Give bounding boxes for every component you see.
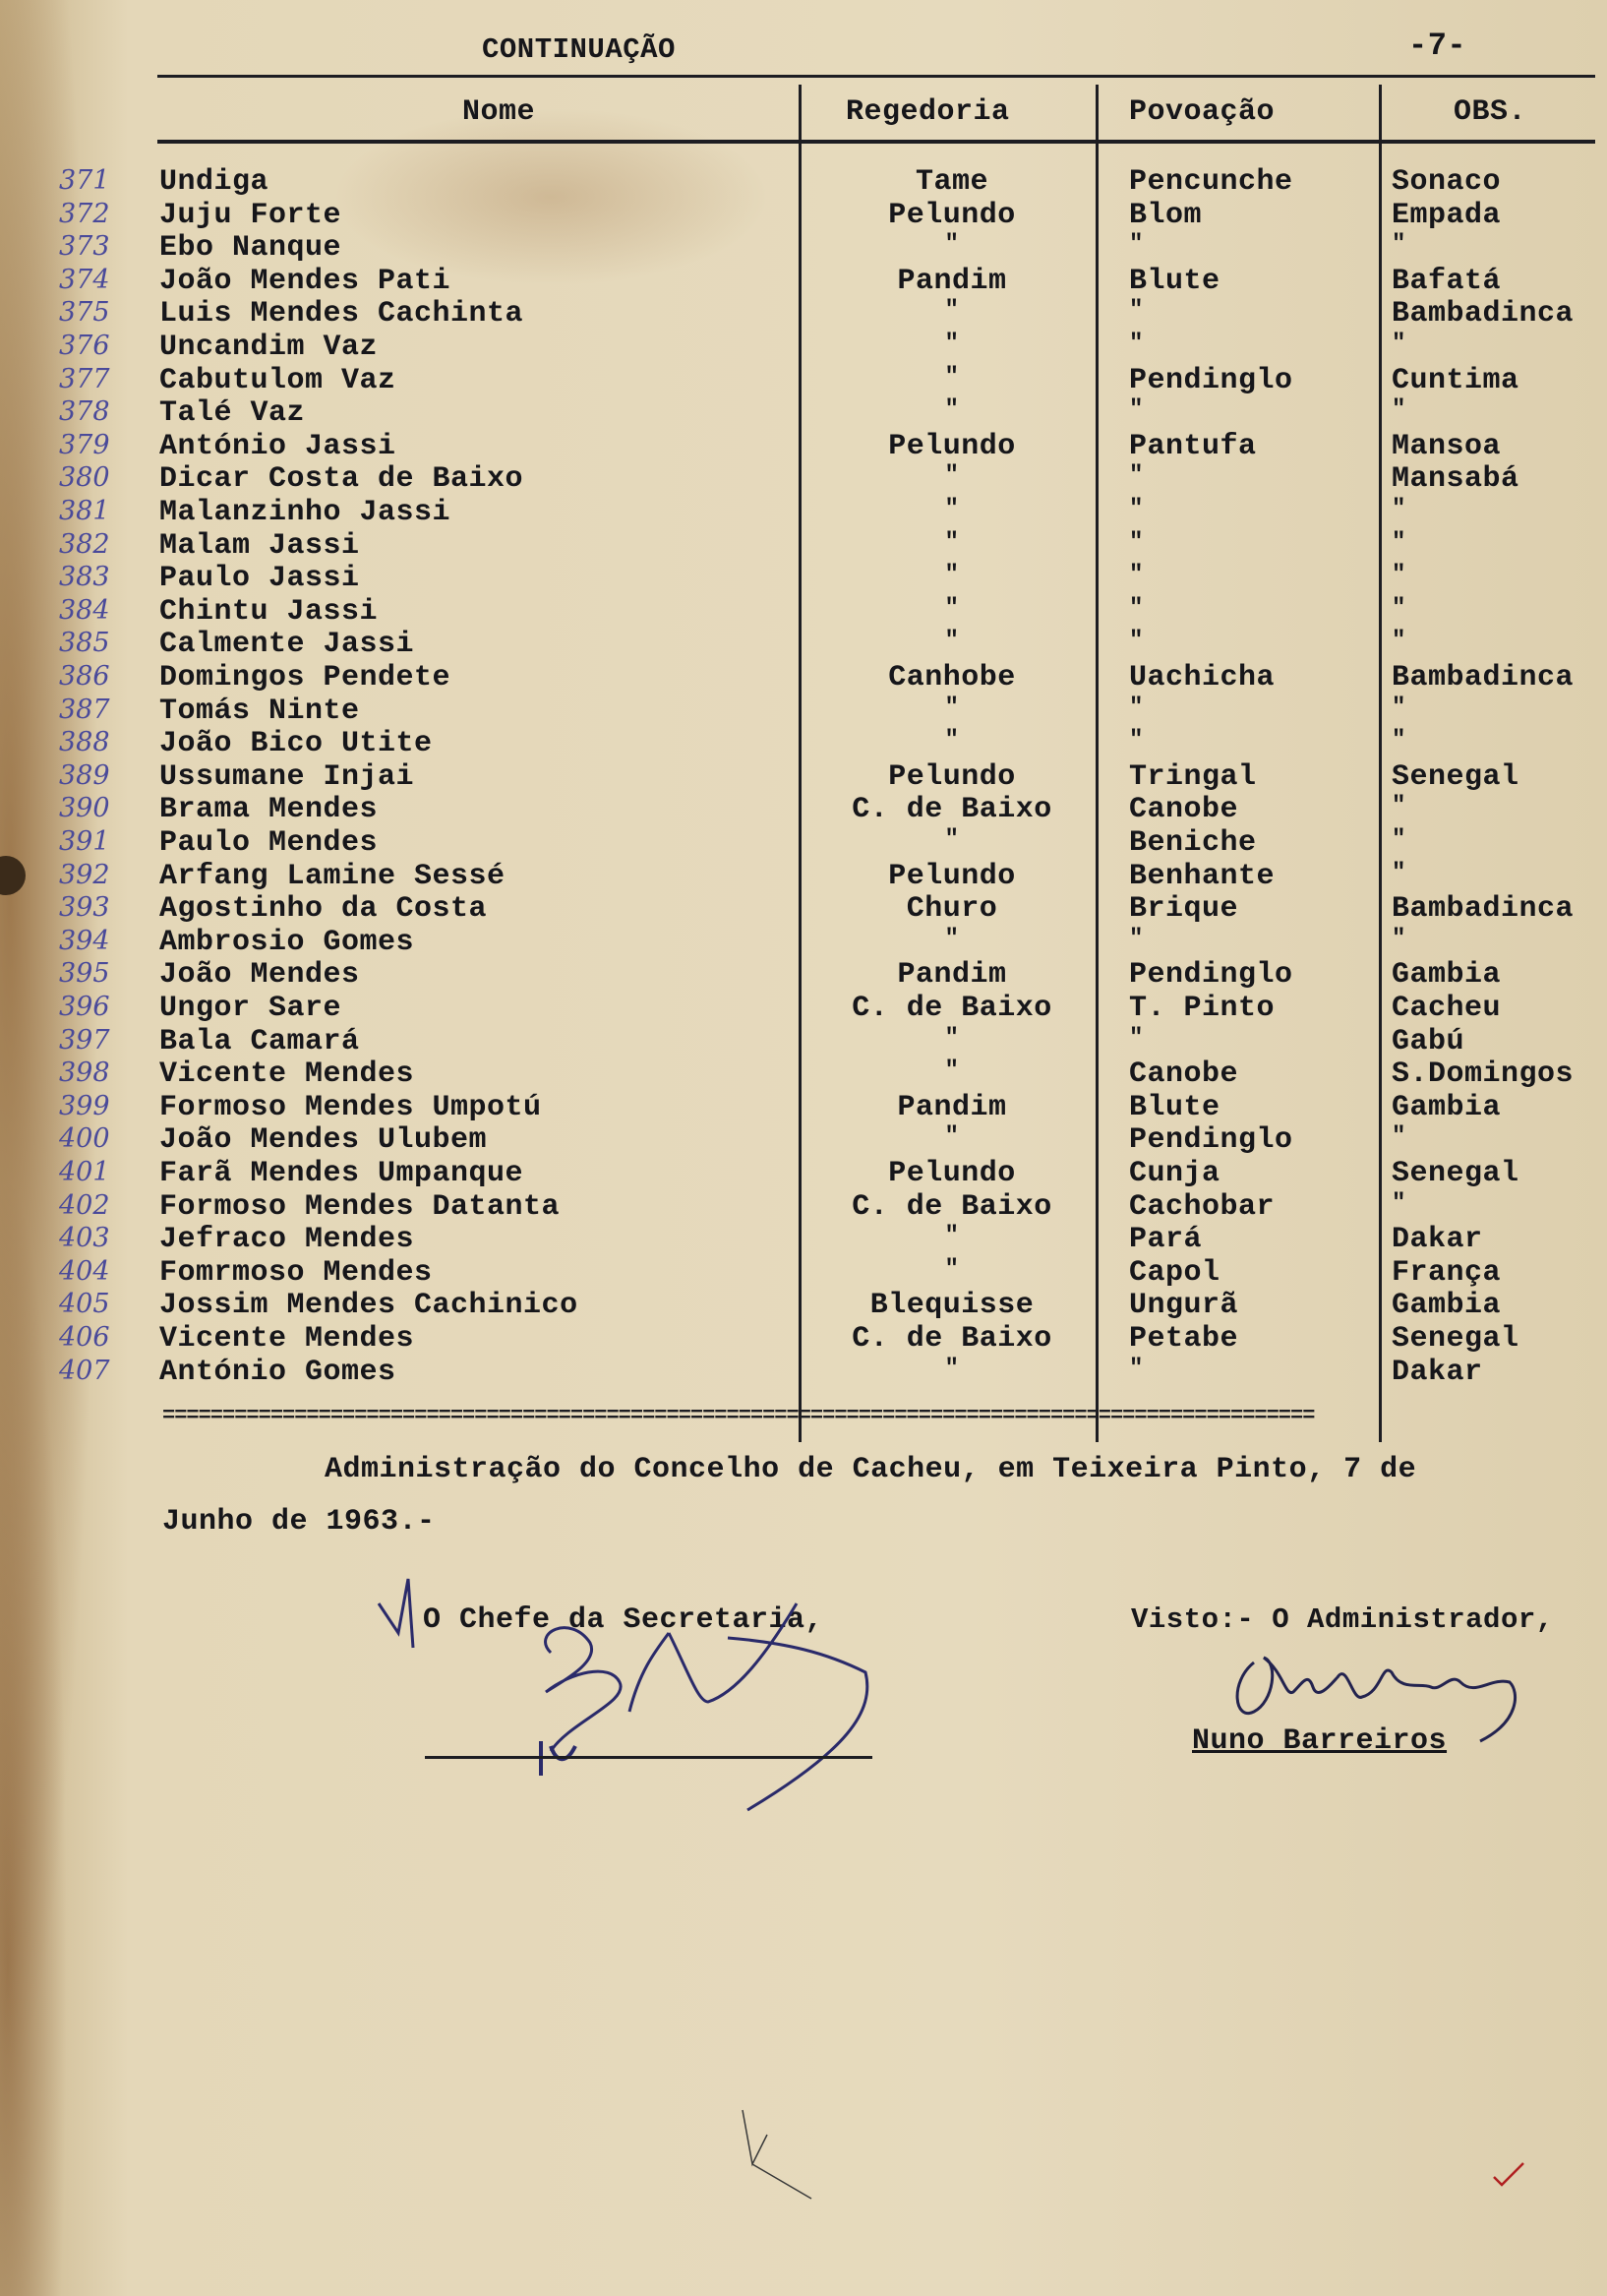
row-number: 397: [59, 1024, 110, 1056]
name-cell: Fomrmoso Mendes: [159, 1255, 433, 1290]
povoacao-cell: Pantufa: [1129, 429, 1257, 463]
povoacao-cell: ": [1129, 694, 1144, 721]
table-row: [0, 496, 1607, 529]
name-cell: Cabutulom Vaz: [159, 363, 396, 397]
table-row: [0, 727, 1607, 760]
row-number: 395: [59, 958, 110, 990]
obs-cell: Dakar: [1392, 1355, 1483, 1389]
administrator-name: Nuno Barreiros: [1192, 1724, 1448, 1758]
regedoria-cell: Pandim: [897, 1090, 1007, 1124]
povoacao-cell: Pará: [1129, 1223, 1203, 1257]
povoacao-cell: ": [1129, 331, 1144, 357]
secretary-title: O Chefe da Secretaria,: [423, 1603, 824, 1637]
povoacao-cell: ": [1129, 496, 1144, 522]
povoacao-cell: Capol: [1129, 1255, 1220, 1290]
regedoria-cell: ": [944, 594, 960, 622]
obs-cell: Senegal: [1392, 1157, 1519, 1190]
regedoria-cell: Pelundo: [888, 759, 1016, 794]
name-cell: Bala Camará: [159, 1024, 360, 1058]
closing-line-1: Administração do Concelho de Cacheu, em Teixeira Pinto, 7 de: [325, 1453, 1417, 1486]
povoacao-cell: Ungurã: [1129, 1289, 1239, 1323]
table-end-separator: ================================================================================================: [162, 1404, 1315, 1428]
name-cell: Talé Vaz: [159, 396, 306, 431]
name-cell: Undiga: [159, 165, 269, 199]
regedoria-cell: ": [944, 826, 960, 853]
row-number: 386: [59, 661, 110, 692]
obs-cell: ": [1392, 331, 1406, 357]
row-number: 380: [59, 462, 110, 494]
regedoria-cell: ": [944, 231, 960, 259]
table-row: [0, 1223, 1607, 1256]
table-row: [0, 199, 1607, 232]
regedoria-cell: ": [944, 363, 960, 391]
name-cell: Farã Mendes Umpanque: [159, 1157, 524, 1190]
obs-cell: ": [1392, 727, 1406, 755]
name-cell: João Mendes Ulubem: [159, 1123, 488, 1158]
regedoria-cell: ": [944, 727, 960, 755]
row-number: 394: [59, 925, 110, 956]
obs-cell: ": [1392, 231, 1406, 259]
regedoria-cell: ": [944, 1024, 960, 1052]
obs-cell: Senegal: [1392, 1322, 1519, 1356]
name-cell: Paulo Mendes: [159, 826, 379, 860]
povoacao-cell: ": [1129, 1355, 1144, 1382]
obs-cell: Bambadinca: [1392, 892, 1575, 927]
table-row: [0, 364, 1607, 397]
administrator-title: Visto:- O Administrador,: [1131, 1603, 1554, 1636]
name-cell: Malam Jassi: [159, 528, 360, 563]
name-cell: António Gomes: [159, 1355, 396, 1389]
row-number: 405: [59, 1289, 110, 1320]
povoacao-cell: ": [1129, 594, 1144, 622]
row-number: 390: [59, 793, 110, 824]
row-number: 404: [59, 1255, 110, 1287]
table-row: [0, 529, 1607, 563]
name-cell: Agostinho da Costa: [159, 892, 488, 927]
table-row: [0, 231, 1607, 265]
regedoria-cell: Pelundo: [888, 859, 1016, 893]
table-row: [0, 628, 1607, 661]
table-row: [0, 396, 1607, 430]
regedoria-cell: Pandim: [897, 958, 1007, 993]
column-header-povoacao: Povoação: [1129, 95, 1276, 129]
obs-cell: Sonaco: [1392, 165, 1502, 199]
regedoria-cell: ": [944, 1355, 960, 1382]
regedoria-cell: Churo: [906, 892, 998, 927]
table-row: [0, 165, 1607, 199]
row-number: 393: [59, 892, 110, 924]
regedoria-cell: C. de Baixo: [852, 992, 1052, 1025]
row-number: 385: [59, 628, 110, 659]
obs-cell: Mansoa: [1392, 429, 1502, 463]
povoacao-cell: Beniche: [1129, 826, 1257, 860]
row-number: 401: [59, 1157, 110, 1187]
table-row: [0, 562, 1607, 595]
regedoria-cell: ": [944, 694, 960, 721]
povoacao-cell: ": [1129, 297, 1144, 325]
name-cell: Jefraco Mendes: [159, 1223, 415, 1257]
povoacao-cell: ": [1129, 1024, 1144, 1052]
regedoria-cell: ": [944, 628, 960, 655]
regedoria-cell: ": [944, 331, 960, 357]
name-cell: Formoso Mendes Umpotú: [159, 1090, 542, 1124]
row-number: 406: [59, 1322, 110, 1353]
obs-cell: ": [1392, 694, 1406, 721]
row-number: 389: [59, 759, 110, 791]
name-cell: Malanzinho Jassi: [159, 496, 451, 529]
povoacao-cell: ": [1129, 628, 1144, 655]
povoacao-cell: Uachicha: [1129, 661, 1276, 695]
obs-cell: ": [1392, 396, 1406, 424]
row-number: 374: [59, 264, 110, 295]
row-number: 403: [59, 1223, 110, 1254]
row-number: 379: [59, 429, 110, 460]
check-mark-icon: [1490, 2159, 1529, 2189]
table-row: [0, 297, 1607, 331]
regedoria-cell: Blequisse: [869, 1289, 1035, 1323]
povoacao-cell: Pendinglo: [1129, 1123, 1293, 1158]
table-row: [0, 860, 1607, 893]
obs-cell: ": [1392, 1189, 1406, 1217]
name-cell: Vicente Mendes: [159, 1057, 415, 1092]
obs-cell: Bambadinca: [1392, 661, 1575, 695]
table-row: [0, 695, 1607, 728]
obs-cell: Bambadinca: [1392, 297, 1575, 332]
name-cell: Luis Mendes Cachinta: [159, 297, 524, 332]
povoacao-cell: ": [1129, 396, 1144, 424]
table-row: [0, 1123, 1607, 1157]
obs-cell: ": [1392, 1123, 1406, 1151]
table-row: [0, 1157, 1607, 1190]
table-row: [0, 926, 1607, 959]
povoacao-cell: Pencunche: [1129, 165, 1293, 199]
obs-cell: Gambia: [1392, 1289, 1502, 1323]
povoacao-cell: Benhante: [1129, 859, 1276, 893]
row-number: 387: [59, 694, 110, 725]
regedoria-cell: ": [944, 1223, 960, 1250]
row-number: 400: [59, 1123, 110, 1155]
name-cell: João Mendes Pati: [159, 264, 451, 298]
regedoria-cell: ": [944, 1255, 960, 1283]
regedoria-cell: Pelundo: [888, 198, 1016, 232]
row-number: 402: [59, 1189, 110, 1221]
name-cell: Formoso Mendes Datanta: [159, 1189, 561, 1224]
table-row: [0, 958, 1607, 992]
povoacao-cell: Canobe: [1129, 793, 1239, 827]
obs-cell: ": [1392, 628, 1406, 655]
regedoria-cell: ": [944, 396, 960, 424]
povoacao-cell: Brique: [1129, 892, 1239, 927]
povoacao-cell: Canobe: [1129, 1057, 1239, 1092]
name-cell: João Mendes: [159, 958, 360, 993]
name-cell: Ambrosio Gomes: [159, 925, 415, 959]
row-number: 376: [59, 331, 110, 361]
regedoria-cell: Canhobe: [888, 661, 1016, 695]
povoacao-cell: Blom: [1129, 198, 1203, 232]
name-cell: Domingos Pendete: [159, 661, 451, 695]
obs-cell: ": [1392, 594, 1406, 622]
obs-cell: ": [1392, 528, 1406, 556]
name-cell: Brama Mendes: [159, 793, 379, 827]
obs-cell: Cuntima: [1392, 363, 1519, 397]
row-number: 392: [59, 859, 110, 890]
column-header-regedoria: Regedoria: [846, 95, 1010, 129]
row-number: 391: [59, 826, 110, 857]
table-row: [0, 331, 1607, 364]
povoacao-cell: Petabe: [1129, 1322, 1239, 1356]
regedoria-cell: ": [944, 528, 960, 556]
table-row: [0, 595, 1607, 629]
table-row: [0, 1256, 1607, 1290]
obs-cell: Bafatá: [1392, 264, 1502, 298]
regedoria-cell: ": [944, 1123, 960, 1151]
obs-cell: Dakar: [1392, 1223, 1483, 1257]
povoacao-cell: ": [1129, 462, 1144, 490]
povoacao-cell: ": [1129, 231, 1144, 259]
povoacao-cell: Blute: [1129, 264, 1220, 298]
name-cell: Tomás Ninte: [159, 694, 360, 728]
name-cell: Jossim Mendes Cachinico: [159, 1289, 578, 1323]
row-number: 378: [59, 396, 110, 428]
table-row: [0, 661, 1607, 695]
table-row: [0, 1190, 1607, 1224]
povoacao-cell: Pendinglo: [1129, 958, 1293, 993]
povoacao-cell: ": [1129, 727, 1144, 755]
row-number: 381: [59, 496, 110, 526]
obs-cell: ": [1392, 562, 1406, 589]
name-cell: Calmente Jassi: [159, 628, 415, 662]
regedoria-cell: C. de Baixo: [852, 793, 1052, 827]
obs-cell: Empada: [1392, 198, 1502, 232]
name-cell: Uncandim Vaz: [159, 331, 379, 364]
obs-cell: ": [1392, 925, 1406, 952]
row-number: 398: [59, 1057, 110, 1089]
row-number: 382: [59, 528, 110, 560]
name-cell: Arfang Lamine Sessé: [159, 859, 506, 893]
regedoria-cell: Tame: [915, 165, 988, 199]
obs-cell: Gambia: [1392, 958, 1502, 993]
regedoria-cell: Pelundo: [888, 1157, 1016, 1190]
row-number: 371: [59, 165, 110, 196]
povoacao-cell: Tringal: [1129, 759, 1257, 794]
regedoria-cell: ": [944, 925, 960, 952]
page-number: -7-: [1408, 28, 1467, 64]
povoacao-cell: Cunja: [1129, 1157, 1220, 1190]
table-row: [0, 892, 1607, 926]
obs-cell: Gabú: [1392, 1024, 1465, 1058]
table-row: [0, 1289, 1607, 1322]
table-row: [0, 1356, 1607, 1389]
table-row: [0, 265, 1607, 298]
row-number: 372: [59, 198, 110, 229]
table-row: [0, 1057, 1607, 1091]
name-cell: Ebo Nanque: [159, 231, 342, 266]
name-cell: Paulo Jassi: [159, 562, 360, 596]
name-cell: Juju Forte: [159, 198, 342, 232]
name-cell: João Bico Utite: [159, 727, 433, 761]
regedoria-cell: ": [944, 462, 960, 490]
secretary-signature-line: [425, 1756, 872, 1759]
closing-line-2: Junho de 1963.-: [162, 1505, 436, 1539]
obs-cell: ": [1392, 793, 1406, 820]
row-number: 383: [59, 562, 110, 593]
obs-cell: Senegal: [1392, 759, 1519, 794]
table-row: [0, 462, 1607, 496]
column-header-nome: Nome: [462, 95, 536, 129]
povoacao-cell: ": [1129, 562, 1144, 589]
column-header-obs: OBS.: [1454, 95, 1527, 129]
povoacao-cell: Blute: [1129, 1090, 1220, 1124]
povoacao-cell: T. Pinto: [1129, 992, 1276, 1025]
name-cell: Vicente Mendes: [159, 1322, 415, 1356]
name-cell: Chintu Jassi: [159, 594, 379, 629]
row-number: 384: [59, 594, 110, 626]
obs-cell: Gambia: [1392, 1090, 1502, 1124]
obs-cell: França: [1392, 1255, 1502, 1290]
table-row: [0, 1322, 1607, 1356]
name-cell: Ungor Sare: [159, 992, 342, 1025]
continuation-label: CONTINUAÇÃO: [482, 33, 676, 66]
regedoria-cell: ": [944, 496, 960, 522]
table-row: [0, 430, 1607, 463]
top-rule: [157, 75, 1595, 78]
povoacao-cell: ": [1129, 528, 1144, 556]
name-cell: António Jassi: [159, 429, 396, 463]
regedoria-cell: Pelundo: [888, 429, 1016, 463]
row-number: 399: [59, 1090, 110, 1121]
regedoria-cell: C. de Baixo: [852, 1189, 1052, 1224]
regedoria-cell: ": [944, 562, 960, 589]
regedoria-cell: C. de Baixo: [852, 1322, 1052, 1356]
table-row: [0, 1091, 1607, 1124]
table-row: [0, 992, 1607, 1025]
row-number: 375: [59, 297, 110, 329]
pencil-mark-icon: [738, 2105, 816, 2204]
obs-cell: S.Domingos: [1392, 1057, 1575, 1092]
regedoria-cell: ": [944, 297, 960, 325]
table-row: [0, 793, 1607, 826]
povoacao-cell: Pendinglo: [1129, 363, 1293, 397]
row-number: 388: [59, 727, 110, 758]
table-row: [0, 826, 1607, 860]
table-row: [0, 1025, 1607, 1058]
name-cell: Ussumane Injai: [159, 759, 415, 794]
obs-cell: Mansabá: [1392, 462, 1519, 497]
obs-cell: Cacheu: [1392, 992, 1502, 1025]
row-number: 373: [59, 231, 110, 263]
obs-cell: ": [1392, 826, 1406, 853]
name-cell: Dicar Costa de Baixo: [159, 462, 524, 497]
secretary-signature: [374, 1574, 885, 1820]
obs-cell: ": [1392, 496, 1406, 522]
regedoria-cell: Pandim: [897, 264, 1007, 298]
row-number: 377: [59, 363, 110, 394]
povoacao-cell: ": [1129, 925, 1144, 952]
row-number: 396: [59, 992, 110, 1022]
regedoria-cell: ": [944, 1057, 960, 1085]
povoacao-cell: Cachobar: [1129, 1189, 1276, 1224]
row-number: 407: [59, 1355, 110, 1386]
table-row: [0, 760, 1607, 794]
obs-cell: ": [1392, 859, 1406, 886]
